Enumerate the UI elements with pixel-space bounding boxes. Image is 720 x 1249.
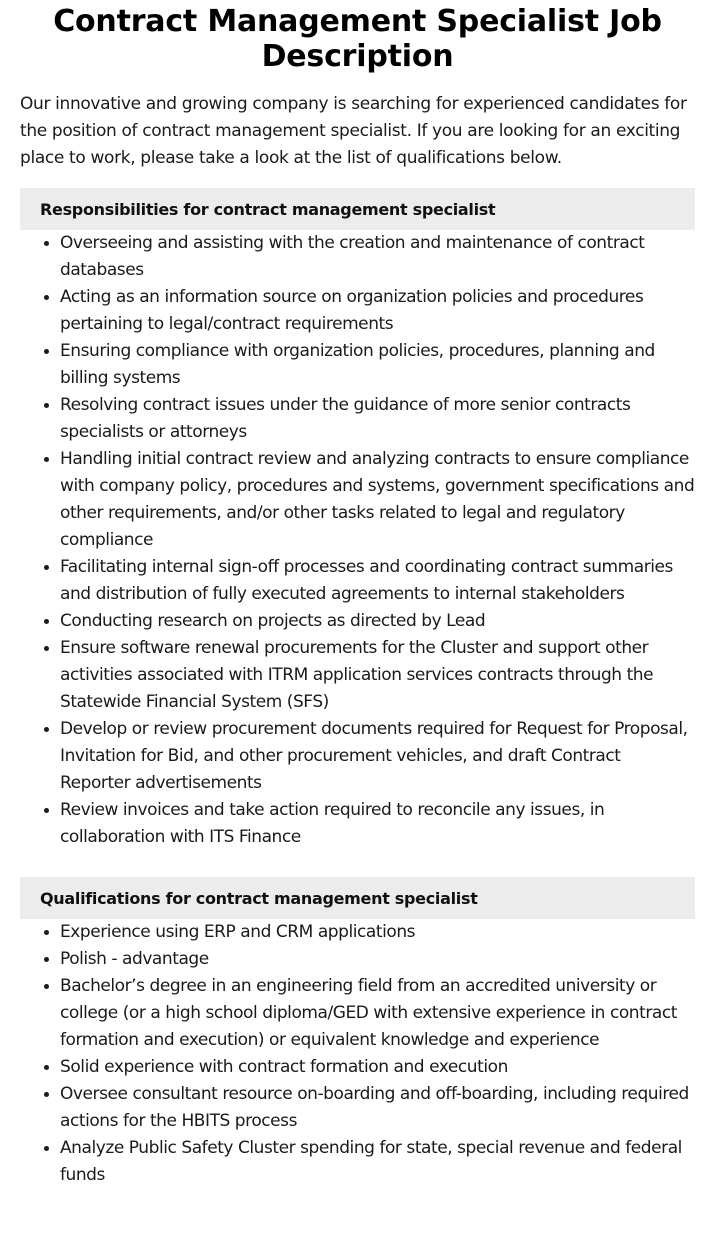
list-item: Experience using ERP and CRM applications (20, 919, 695, 946)
bullet-icon (44, 295, 49, 300)
bullet-icon (44, 1065, 49, 1070)
bullet-icon (44, 727, 49, 732)
page-title: Contract Management Specialist Job Description (53, 4, 662, 74)
bullet-icon (44, 984, 49, 989)
list-item: Polish - advantage (20, 946, 695, 973)
list-item: Handling initial contract review and analyzing contracts to ensure compliance with company policy, procedures and systems, government specifications and other requirements, and/or other tasks related to legal and regulatory compliance (20, 446, 695, 554)
intro-paragraph: Our innovative and growing company is searching for experienced candidates for the position of contract management specialist. If you are looking for an exciting place to work, please take a look at the list of qualifications below. (20, 94, 687, 168)
list-item: Conducting research on projects as directed by Lead (20, 608, 695, 635)
bullet-icon (44, 457, 49, 462)
list-item: Ensuring compliance with organization policies, procedures, planning and billing systems (20, 338, 695, 392)
list-item: Ensure software renewal procurements for the Cluster and support other activities associated with ITRM application services contracts through the Statewide Financial System (SFS) (20, 635, 695, 716)
bullet-icon (44, 349, 49, 354)
bullet-icon (44, 957, 49, 962)
bullet-icon (44, 646, 49, 651)
bullet-icon (44, 403, 49, 408)
list-item: Resolving contract issues under the guidance of more senior contracts specialists or attorneys (20, 392, 695, 446)
list-item: Review invoices and take action required to reconcile any issues, in collaboration with ITS Finance (20, 797, 695, 851)
list-item: Bachelor’s degree in an engineering field from an accredited university or college (or a high school diploma/GED with extensive experience in contract formation and execution) or equivalent knowledge and experience (20, 973, 695, 1054)
bullet-icon (44, 565, 49, 570)
list-item: Oversee consultant resource on-boarding and off-boarding, including required actions for the HBITS process (20, 1081, 695, 1135)
bullet-icon (44, 1146, 49, 1151)
list-item: Develop or review procurement documents required for Request for Proposal, Invitation for Bid, and other procurement vehicles, and draft Contract Reporter advertisements (20, 716, 695, 797)
list-item: Facilitating internal sign-off processes and coordinating contract summaries and distribution of fully executed agreements to internal stakeholders (20, 554, 695, 608)
bullet-icon (44, 241, 49, 246)
responsibilities-heading-text: Responsibilities for contract management specialist (40, 199, 496, 219)
qualifications-list (20, 919, 695, 1189)
bullet-icon (44, 930, 49, 935)
list-item: Solid experience with contract formation and execution (20, 1054, 695, 1081)
responsibilities-heading (20, 188, 695, 230)
responsibilities-list (20, 230, 695, 851)
list-item: Overseeing and assisting with the creation and maintenance of contract databases (20, 230, 695, 284)
bullet-icon (44, 808, 49, 813)
bullet-icon (44, 1092, 49, 1097)
bullet-icon (44, 619, 49, 624)
list-item: Analyze Public Safety Cluster spending for state, special revenue and federal funds (20, 1135, 695, 1189)
list-item: Acting as an information source on organization policies and procedures pertaining to legal/contract requirements (20, 284, 695, 338)
qualifications-heading (20, 877, 695, 919)
qualifications-heading-text: Qualifications for contract management specialist (40, 888, 478, 908)
